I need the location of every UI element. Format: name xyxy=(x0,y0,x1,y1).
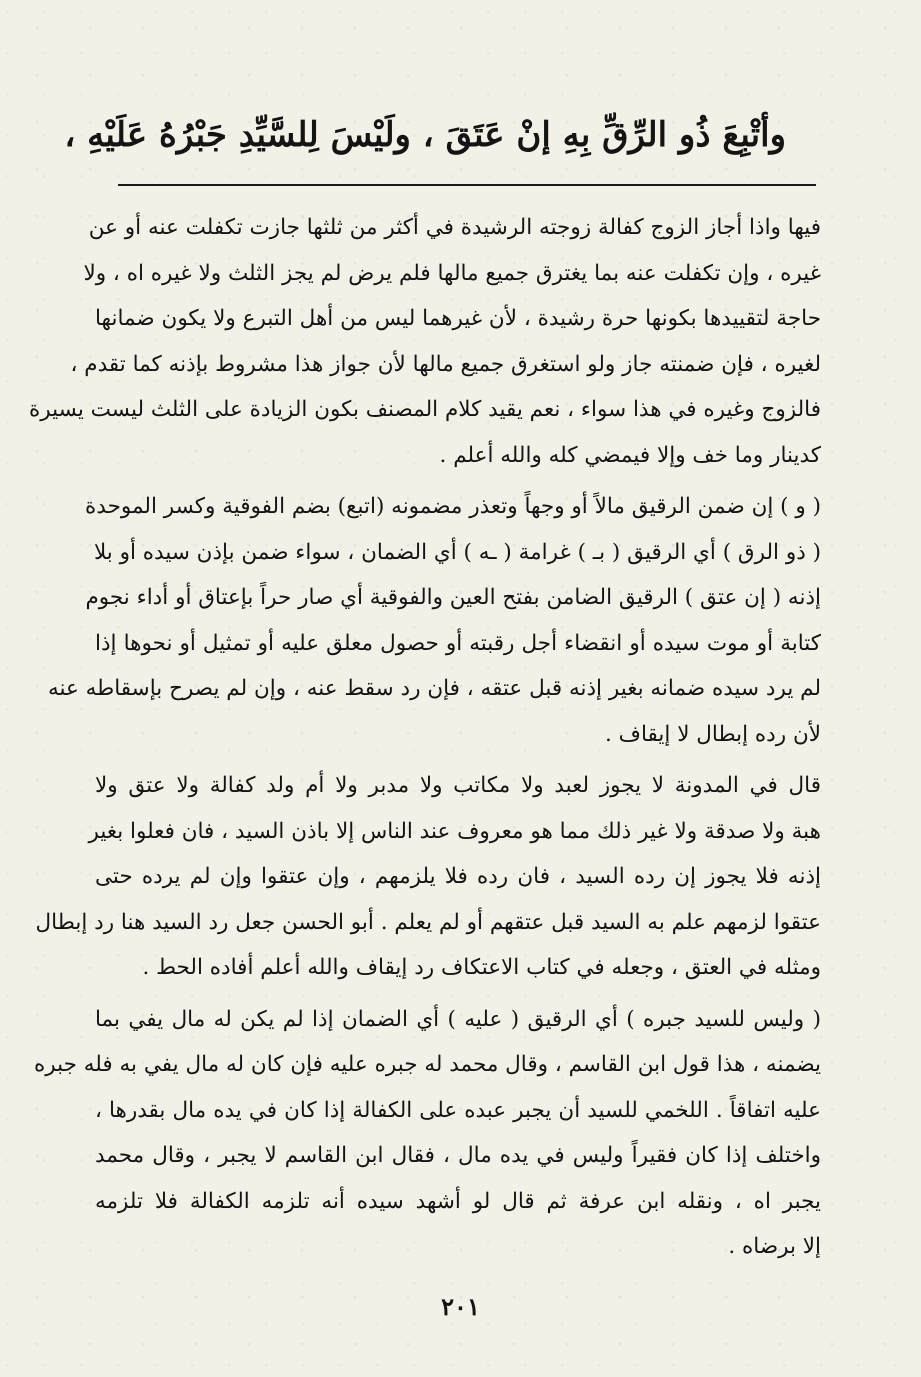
text-line: يضمنه ، هذا قول ابن القاسم ، وقال محمد له جبره عليه فإن كان له مال يفي به فله جبره xyxy=(34,1052,821,1077)
text-line: لم يرد سيده ضمانه بغير إذنه قبل عتقه ، فإن رد سقط عنه ، وإن لم يصرح بإسقاطه عنه xyxy=(47,676,821,701)
text-line: فالزوج وغيره في هذا سواء ، نعم يقيد كلام المصنف بكون الزيادة على الثلث ليست يسيرة xyxy=(29,397,821,422)
page-number: ٢٠١ xyxy=(441,1292,480,1321)
paragraph xyxy=(35,763,821,991)
paragraph xyxy=(47,484,821,757)
text-line: إذنه فلا يجوز إن رده السيد ، فان رده فلا يلزمهم ، وإن عتقوا وإن لم يرده حتى xyxy=(95,864,821,889)
text-line: واختلف إذا كان فقيراً وليس في يده مال ، فقال ابن القاسم لا يجبر ، وقال محمد xyxy=(95,1143,821,1168)
text-line: إلا برضاه . xyxy=(728,1234,821,1259)
text-line: ( وليس للسيد جبره ) أي الرقيق ( عليه ) أي الضمان إذا لم يكن له مال يفي بما xyxy=(95,1006,821,1032)
text-line: عليه اتفاقاً . اللخمي للسيد أن يجبر عبده على الكفالة إذا كان في يده مال بقدرها ، xyxy=(95,1097,821,1123)
text-line: لأن رده إبطال لا إيقاف . xyxy=(605,721,821,747)
text-line: كدينار وما خف وإلا فيمضي كله والله أعلم . xyxy=(439,442,821,468)
text-line: ( ذو الرق ) أي الرقيق ( بـ ) غرامة ( ـه ) أي الضمان ، سواء ضمن بإذن سيده أو بلا xyxy=(93,539,821,565)
text-line: حاجة لتقييدها بكونها حرة رشيدة ، لأن غيرهما ليس من أهل التبرع ولا يكون ضمانها xyxy=(95,306,821,331)
text-line: قال في المدونة لا يجوز لعبد ولا مكاتب ولا مدبر ولا أم ولد كفالة ولا عتق ولا xyxy=(95,773,821,798)
text-line: فيها واذا أجاز الزوج كفالة زوجته الرشيدة في أكثر من ثلثها جازت تكفلت عنه أو عن xyxy=(88,215,821,240)
paragraph xyxy=(29,205,821,478)
text-line: إذنه ( إن عتق ) الرقيق الضامن بفتح العين والفوقية أي صار حراً بإعتاق أو أداء نجوم xyxy=(85,585,821,610)
heading-divider xyxy=(118,184,816,186)
text-line: ( و ) إن ضمن الرقيق مالاً أو وجهاً وتعذر مضمونه (اتبع) بضم الفوقية وكسر الموحدة xyxy=(85,494,821,519)
commentary-text xyxy=(29,205,821,1270)
text-line: كتابة أو موت سيده أو انقضاء أجل رقبته أو حصول معلق عليه أو تمثيل أو نحوها إذا xyxy=(95,630,821,656)
text-line: عتقوا لزمهم علم به السيد قبل عتقهم أو لم يعلم . أبو الحسن جعل رد السيد هنا رد إبطال xyxy=(35,909,821,935)
text-line: يجبر اه ، ونقله ابن عرفة ثم قال لو أشهد سيده أنه تلزمه الكفالة فلا تلزمه xyxy=(95,1188,821,1214)
text-line: لغيره ، فإن ضمنته جاز ولو استغرق جميع مالها لأن جواز هذا مشروط بإذنه كما تقدم ، xyxy=(70,351,821,377)
paragraph xyxy=(34,997,821,1270)
text-line: غيره ، وإن تكفلت عنه بما يغترق جميع مالها فلم يرض لم يجز الثلث ولا غيره اه ، ولا xyxy=(83,260,821,286)
text-line: ومثله في العتق ، وجعله في كتاب الاعتكاف رد إيقاف والله أعلم أفاده الحط . xyxy=(142,955,821,980)
verse-heading: وأتْبِعَ ذُو الرِّقِّ بِهِ إنْ عَتَقَ ، ولَيْسَ لِلسَّيِّدِ جَبْرُهُ عَلَيْهِ ، xyxy=(64,115,786,155)
text-line: هبة ولا صدقة ولا غير ذلك مما هو معروف عند الناس إلا باذن السيد ، فان فعلوا بغير xyxy=(88,818,821,844)
